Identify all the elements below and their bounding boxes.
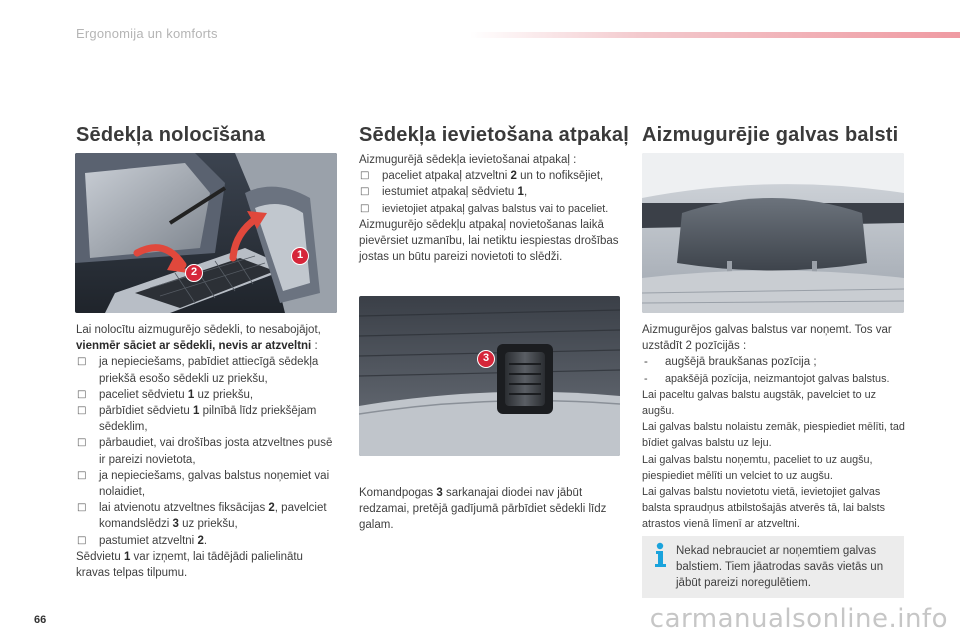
col3-intro: Aizmugurējos galvas balstus var noņemt. Tos var uzstādīt 2 pozīcijās : xyxy=(642,324,892,353)
checkbox-bullet-icon: □ xyxy=(77,388,87,400)
col1-body xyxy=(76,322,338,581)
note-text: Nekad nebrauciet ar noņemtiem galvas balstiem. Tiem jāatrodas savās vietās un jābūt pareizi noregulētiem. xyxy=(676,545,884,589)
col3-para: Lai galvas balstu nolaistu zemāk, piespiediet mēlīti, tad bīdiet galvas balstu uz leju. xyxy=(642,421,905,450)
col2-body xyxy=(359,152,623,265)
col2-item: □ ievietojiet atpakaļ galvas balstus vai to paceliet. xyxy=(359,201,623,217)
page-number: 66 xyxy=(34,614,47,626)
checkbox-bullet-icon: □ xyxy=(360,202,370,214)
col2-item: □ paceliet atpakaļ atzveltni 2 un to nofiksējiet, xyxy=(359,168,623,184)
checkbox-bullet-icon: □ xyxy=(77,534,87,546)
checkbox-bullet-icon: □ xyxy=(360,170,370,182)
col3-dash-item: - apakšējā pozīcija, neizmantojot galvas balstus. xyxy=(644,372,890,385)
header-accent-bar xyxy=(470,32,960,38)
callout-badge-3 xyxy=(477,350,495,368)
callout-badge-2 xyxy=(185,264,203,282)
col1-item: □ ja nepieciešams, galvas balstus noņemiet vai nolaidiet, xyxy=(77,469,330,499)
col1-outro: Sēdvietu 1 var izņemt, lai tādējādi palielinātu kravas telpas tilpumu. xyxy=(76,550,303,580)
checkbox-bullet-icon: □ xyxy=(360,186,370,198)
col3-para: Lai galvas balstu novietotu vietā, ievietojiet galvas balsta spraudņus atbilstošajās atverēs tā, lai balsts atrastos vienā līmenī ar atzveltni. xyxy=(642,486,886,531)
col3-title: Aizmugurējie galvas balsti xyxy=(642,124,899,146)
info-icon xyxy=(650,542,670,568)
col1-intro: Lai nolocītu aizmugurējo sēdekli, to nesabojājot, vienmēr sāciet ar sēdekli, nevis ar atzveltni : xyxy=(76,324,321,353)
callout-badge-3-label: 3 xyxy=(482,352,490,364)
warning-note xyxy=(642,536,904,598)
col2-intro: Aizmugurējā sēdekļa ievietošanai atpakaļ : xyxy=(359,154,577,166)
col3-para: Lai paceltu galvas balstu augstāk, pavelciet to uz augšu. xyxy=(642,388,877,418)
col2-item: □ iestumiet atpakaļ sēdvietu 1, xyxy=(359,184,623,200)
callout-badge-1-label: 1 xyxy=(296,249,304,261)
checkbox-bullet-icon: □ xyxy=(77,356,87,368)
col1-item: □ pārbaudiet, vai drošības josta atzveltnes pusē ir pareizi novietota, xyxy=(77,437,333,466)
col1-title: Sēdekļa nolocīšana xyxy=(76,124,266,146)
col1-item: □ lai atvienotu atzveltnes fiksācijas 2, pavelciet komandslēdzi 3 uz priekšu, xyxy=(77,502,327,531)
watermark: carmanualsonline.info xyxy=(649,604,948,634)
col1-item: □ ja nepieciešams, pabīdiet attiecīgā sēdekļa priekšā esošo sēdekli uz priekšu, xyxy=(77,356,319,385)
command-button-photo xyxy=(359,296,620,456)
checkbox-bullet-icon: □ xyxy=(77,437,87,449)
col2-bottom-text: Komandpogas 3 sarkanajai diodei nav jābūt redzamai, pretējā gadījumā pārbīdiet sēdekli līdz galam. xyxy=(359,487,607,532)
checkbox-bullet-icon: □ xyxy=(77,405,87,417)
col1-item: □ paceliet sēdvietu 1 uz priekšu, xyxy=(76,387,338,403)
col3-body xyxy=(642,322,906,533)
checkbox-bullet-icon: □ xyxy=(77,469,87,481)
col3-dash-item: - augšējā braukšanas pozīcija ; xyxy=(644,356,817,369)
section-header: Ergonomija un komforts xyxy=(76,26,218,41)
seat-folding-photo xyxy=(75,153,337,313)
col2-title: Sēdekļa ievietošana atpakaļ xyxy=(359,124,629,146)
checkbox-bullet-icon: □ xyxy=(77,502,87,514)
col1-item: □ pastumiet atzveltni 2. xyxy=(76,533,338,549)
col2-para: Aizmugurējo sēdekļu atpakaļ novietošanas laikā pievērsiet uzmanību, lai netiktu iespiestas drošības jostas un būtu pareizi novietoti to slēdži. xyxy=(359,218,619,264)
col1-item: □ pārbīdiet sēdvietu 1 pilnībā līdz priekšējam sēdeklim, xyxy=(77,405,317,434)
col3-para: Lai galvas balstu noņemtu, paceliet to uz augšu, piespiediet mēlīti un velciet to uz augšu. xyxy=(642,453,873,482)
headrest-photo xyxy=(642,153,904,313)
callout-badge-2-label: 2 xyxy=(190,266,198,278)
callout-badge-1 xyxy=(291,247,309,265)
